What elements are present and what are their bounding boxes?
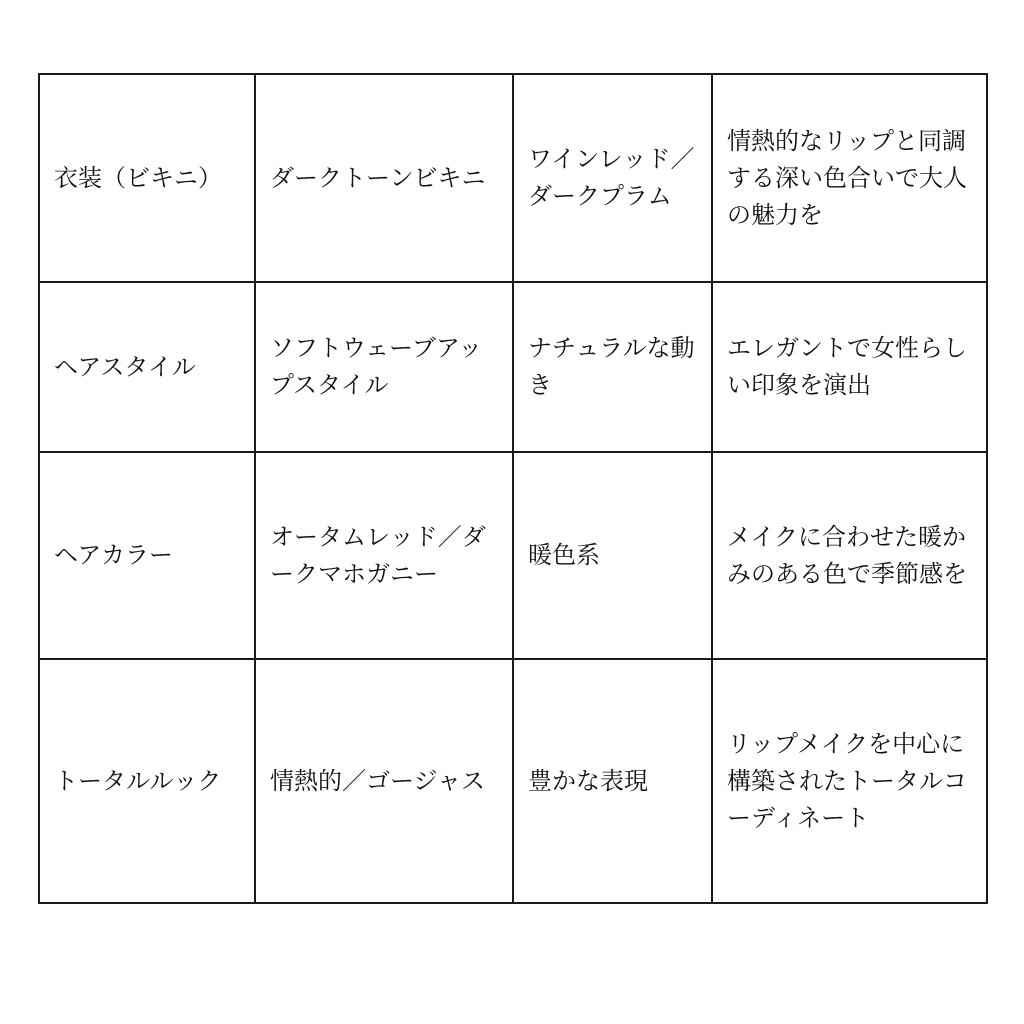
styling-table <box>38 73 988 904</box>
table-cell: エレガントで女性らしい印象を演出 <box>712 282 987 452</box>
table-cell: リップメイクを中心に構築されたトータルコーディネート <box>712 659 987 903</box>
table-cell: ヘアカラー <box>39 452 255 659</box>
table-cell: 豊かな表現 <box>513 659 712 903</box>
table-cell: 衣装（ビキニ） <box>39 74 255 282</box>
table-cell: 暖色系 <box>513 452 712 659</box>
table-row <box>39 74 987 282</box>
table-cell: トータルルック <box>39 659 255 903</box>
table-cell: ダークトーンビキニ <box>255 74 513 282</box>
table-cell: ヘアスタイル <box>39 282 255 452</box>
table-row <box>39 452 987 659</box>
table-cell: ワインレッド／ダークプラム <box>513 74 712 282</box>
table-cell: メイクに合わせた暖かみのある色で季節感を <box>712 452 987 659</box>
table-cell: 情熱的／ゴージャス <box>255 659 513 903</box>
table-cell: ソフトウェーブアップスタイル <box>255 282 513 452</box>
table-cell: オータムレッド／ダークマホガニー <box>255 452 513 659</box>
table-row <box>39 282 987 452</box>
table-cell: ナチュラルな動き <box>513 282 712 452</box>
table-row <box>39 659 987 903</box>
table-cell: 情熱的なリップと同調する深い色合いで大人の魅力を <box>712 74 987 282</box>
